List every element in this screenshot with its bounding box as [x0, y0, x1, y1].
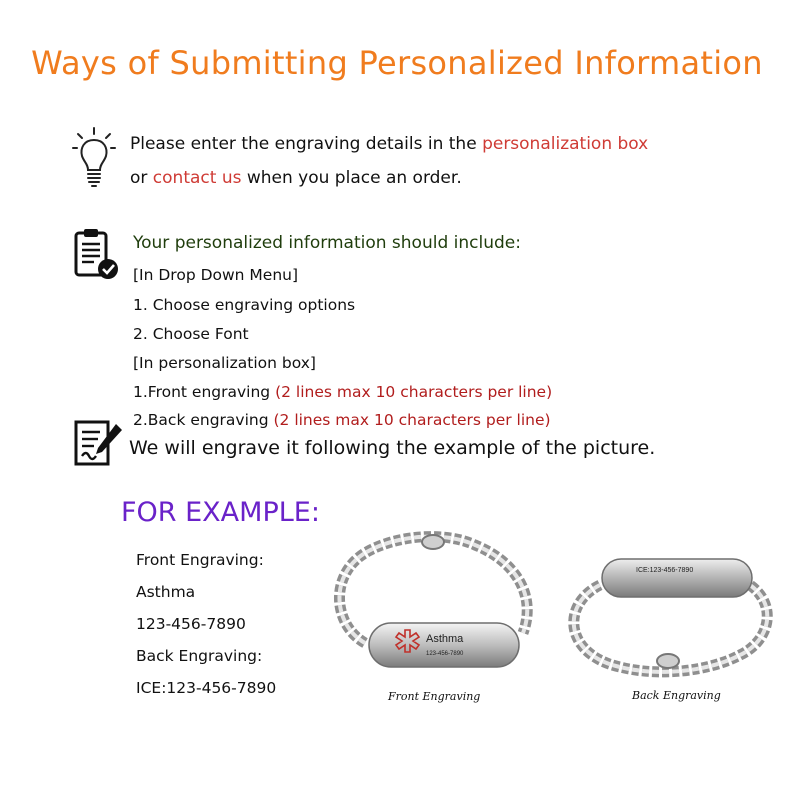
instruction-line-1 [130, 134, 648, 154]
contact-us-link[interactable]: contact us [152, 168, 242, 188]
front-engraving-label: 1.Front engraving [133, 383, 276, 401]
instruction-text: when you place an order. [241, 168, 462, 188]
dropdown-menu-label: [In Drop Down Menu] [133, 266, 299, 284]
engrave-instruction: We will engrave it following the example of the picture. [129, 437, 656, 459]
back-engraving-limit: (2 lines max 10 characters per line) [273, 411, 551, 429]
clipboard-check-icon [74, 228, 120, 280]
back-bracelet-image [560, 545, 785, 685]
front-plate-phone: 123-456-7890 [426, 651, 464, 657]
front-engraving-limit: (2 lines max 10 characters per line) [275, 383, 553, 401]
lightbulb-icon [72, 126, 116, 188]
info-heading: Your personalized information should include: [133, 233, 521, 253]
document-pen-icon [74, 418, 124, 468]
example-front-line-2: 123-456-7890 [136, 615, 246, 633]
instruction-text: Please enter the engraving details in the [130, 134, 483, 154]
front-bracelet-image [325, 525, 555, 685]
front-engraving-rule [133, 383, 552, 401]
personalization-box-link[interactable]: personalization box [482, 134, 649, 154]
personalization-box-label: [In personalization box] [133, 354, 316, 372]
back-engraving-rule [133, 411, 551, 429]
example-back-label: Back Engraving: [136, 647, 263, 665]
back-plate-text: ICE:123-456-7890 [636, 567, 694, 574]
example-heading: FOR EXAMPLE: [121, 497, 320, 528]
option-font: 2. Choose Font [133, 325, 249, 343]
back-engraving-label: 2.Back engraving [133, 411, 274, 429]
option-engraving: 1. Choose engraving options [133, 296, 356, 314]
example-front-label: Front Engraving: [136, 551, 264, 569]
back-caption: Back Engraving [632, 689, 721, 702]
example-front-line-1: Asthma [136, 583, 196, 601]
example-back-line-1: ICE:123-456-7890 [136, 679, 277, 697]
front-caption: Front Engraving [388, 690, 481, 703]
instruction-line-2 [130, 168, 462, 188]
instruction-text: or [130, 168, 153, 188]
front-plate-title: Asthma [426, 633, 464, 645]
page-title: Ways of Submitting Personalized Information [31, 44, 763, 82]
